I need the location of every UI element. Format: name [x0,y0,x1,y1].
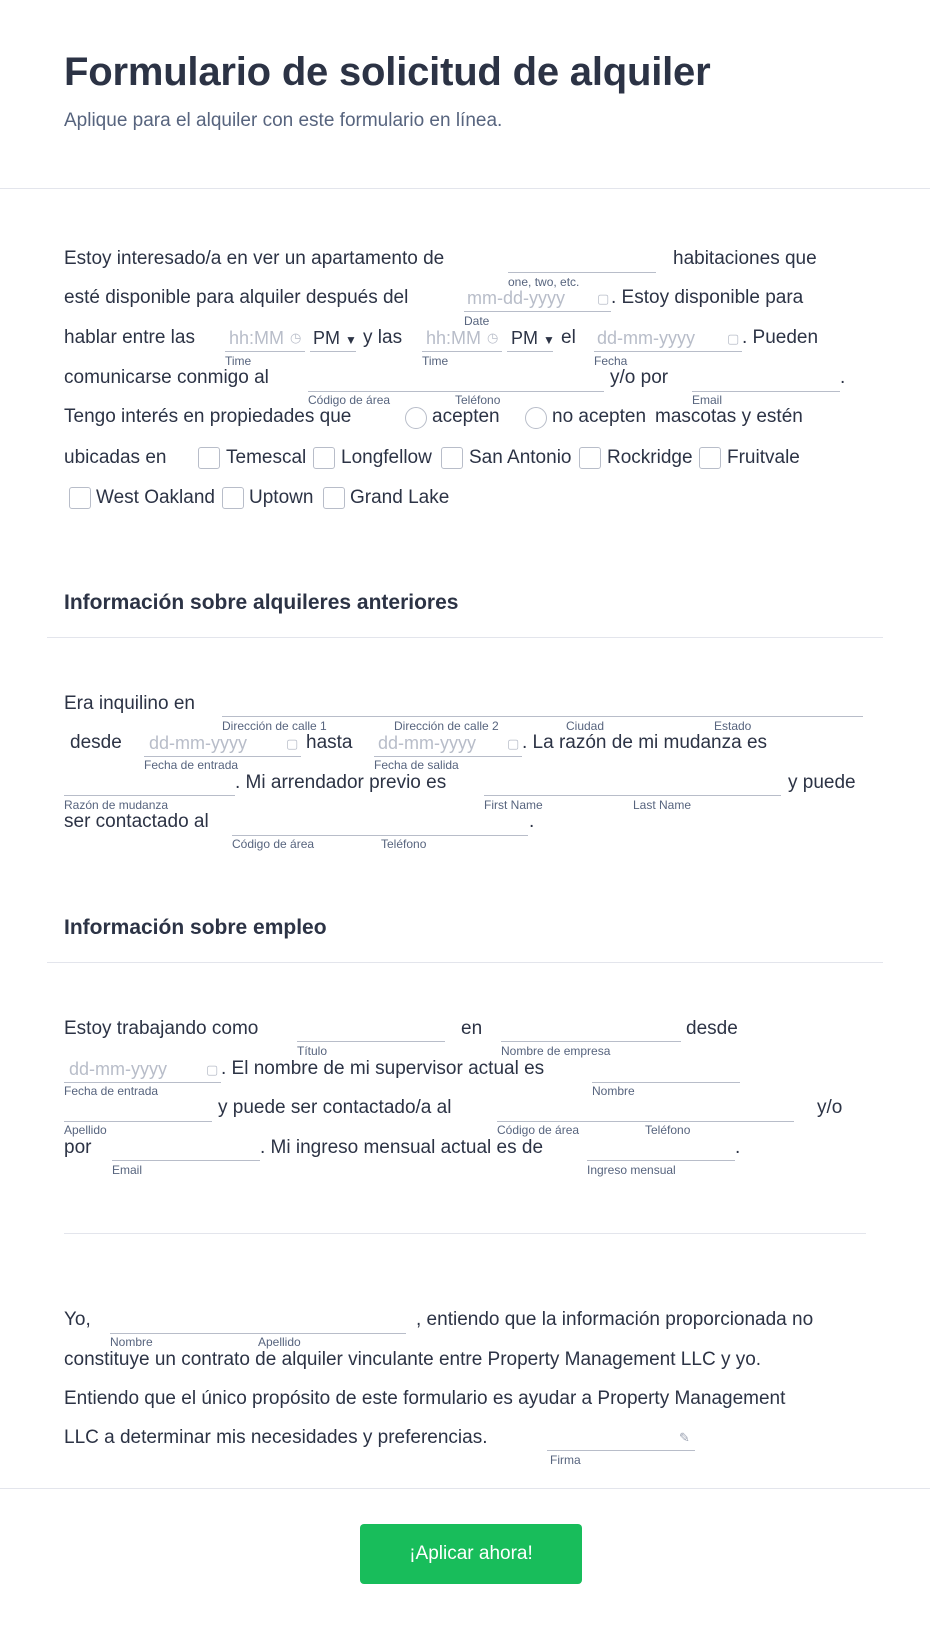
email-sublabel: Email [692,393,723,407]
address-1-sublabel: Dirección de calle 1 [222,719,327,733]
supervisor-last-sublabel: Apellido [64,1123,107,1137]
date-sublabel: Date [464,314,490,328]
email-sublabel: Email [112,1163,143,1177]
section-divider [64,1233,866,1234]
phone-sublabel: Teléfono [645,1123,691,1137]
time-2-underline [422,351,502,352]
supervisor-last-input[interactable] [64,1121,212,1122]
checkbox-longfellow[interactable] [313,447,335,469]
area-code-sublabel: Código de área [497,1123,580,1137]
s3-text-5: y puede ser contactado/a al [218,1097,452,1118]
income-sublabel: Ingreso mensual [587,1163,676,1177]
state-sublabel: Estado [714,719,752,733]
calendar-icon[interactable]: ▢ [206,1062,219,1077]
supervisor-name-sublabel: Nombre [592,1084,635,1098]
signature-sublabel: Firma [550,1453,581,1467]
radio-acepten-label[interactable]: acepten [432,406,500,427]
time-1-underline [225,351,305,352]
ampm-select-1[interactable] [313,327,357,351]
supervisor-email-input[interactable] [112,1160,260,1161]
checkbox-rockridge[interactable] [579,447,601,469]
ampm-1-underline [310,351,356,352]
time-2-sublabel: Time [422,354,449,368]
address-input[interactable] [222,716,863,717]
s1-text-8: . Pueden [742,327,819,348]
checkbox-label-temescal[interactable]: Temescal [226,447,307,468]
s1-text-14: ubicadas en [64,447,167,468]
clock-icon: ◷ [290,330,302,345]
s4-text-4: Entiendo que el único propósito de este formulario es ayudar a Property Management [64,1388,786,1409]
s2-text-4: . La razón de mi mudanza es [522,732,768,753]
calendar-icon[interactable]: ▢ [727,331,740,346]
checkbox-label-west-oakland[interactable]: West Oakland [96,487,215,508]
last-name-sublabel: Apellido [258,1335,301,1349]
checkbox-uptown[interactable] [222,487,244,509]
s2-text-3: hasta [306,732,353,753]
s3-text-8: . Mi ingreso mensual actual es de [260,1137,544,1158]
address-2-sublabel: Dirección de calle 2 [394,719,499,733]
ampm-2-underline [507,351,553,352]
s3-text-6: y/o [817,1097,843,1118]
s4-text-5: LLC a determinar mis necesidades y preferencias. [64,1427,488,1448]
header-divider [0,188,930,189]
job-title-input[interactable] [297,1041,445,1042]
calendar-icon[interactable]: ▢ [597,291,610,306]
s3-text-3: desde [686,1018,738,1039]
supervisor-name-input[interactable] [592,1082,740,1083]
s1-text-7: el [561,327,576,348]
fecha-sublabel: Fecha [594,354,628,368]
landlord-phone-input[interactable] [232,835,528,836]
checkbox-label-uptown[interactable]: Uptown [249,487,314,508]
s4-text-3: constituye un contrato de alquiler vinculante entre Property Management LLC y yo. [64,1349,762,1370]
checkbox-label-san-antonio[interactable]: San Antonio [469,447,572,468]
s3-text-1: Estoy trabajando como [64,1018,259,1039]
fecha-underline [594,351,742,352]
s1-text-3: esté disponible para alquiler después del [64,287,409,308]
move-in-sublabel: Fecha de entrada [144,758,239,772]
s1-text-4: . Estoy disponible para [611,287,804,308]
section-divider [47,637,883,638]
checkbox-san-antonio[interactable] [441,447,463,469]
form-title: Formulario de solicitud de alquiler [64,50,711,94]
company-sublabel: Nombre de empresa [501,1044,611,1058]
ampm-2-value: PM [511,328,538,348]
signer-name-input[interactable] [110,1333,406,1334]
s1-text-10: y/o por [610,367,669,388]
email-input[interactable] [692,391,840,392]
s1-text-11: . [840,367,846,388]
s2-text-6: y puede [788,772,856,793]
s1-text-1: Estoy interesado/a en ver un apartamento de [64,248,445,269]
checkbox-label-fruitvale[interactable]: Fruitvale [727,447,800,468]
checkbox-label-longfellow[interactable]: Longfellow [341,447,432,468]
s3-text-2: en [461,1018,483,1039]
s2-text-7: ser contactado al [64,811,209,832]
area-code-sublabel: Código de área [308,393,391,407]
fecha-input[interactable]: dd-mm-yyyy [597,328,695,348]
checkbox-west-oakland[interactable] [69,487,91,509]
signature-input[interactable] [547,1450,695,1451]
move-in-date-input[interactable]: dd-mm-yyyy [149,733,247,753]
s1-text-13: mascotas y estén [655,406,803,427]
chevron-down-icon: ▼ [543,333,555,347]
calendar-icon[interactable]: ▢ [507,736,520,751]
income-input[interactable] [587,1160,735,1161]
last-name-sublabel: Last Name [633,798,692,812]
area-code-sublabel: Código de área [232,837,315,851]
section-divider [47,962,883,963]
clock-icon: ◷ [487,330,499,345]
checkbox-label-rockridge[interactable]: Rockridge [607,447,693,468]
s3-text-4: . El nombre de mi supervisor actual es [221,1058,545,1079]
city-sublabel: Ciudad [566,719,605,733]
radio-acepten[interactable] [405,407,427,429]
available-date-input[interactable]: mm-dd-yyyy [467,288,565,308]
chevron-down-icon: ▼ [345,333,357,347]
footer-divider [0,1488,930,1489]
s3-text-9: . [735,1137,741,1158]
employment-date-sublabel: Fecha de entrada [64,1084,159,1098]
s2-text-5: . Mi arrendador previo es [235,772,447,793]
radio-no-acepten-label[interactable]: no acepten [552,406,647,427]
s3-text-7: por [64,1137,92,1158]
landlord-name-input[interactable] [484,795,781,796]
reason-input[interactable] [64,795,235,796]
reason-sublabel: Razón de mudanza [64,798,169,812]
calendar-icon[interactable]: ▢ [286,736,299,751]
ampm-select-2[interactable] [511,327,555,351]
section-heading-employment: Información sobre empleo [64,916,327,939]
s1-text-2: habitaciones que [673,248,817,269]
form-subtitle: Aplique para el alquiler con este formulario en línea. [64,110,503,131]
s2-text-2: desde [70,732,122,753]
checkbox-temescal[interactable] [198,447,220,469]
checkbox-grand-lake[interactable] [323,487,345,509]
move-out-date-input[interactable]: dd-mm-yyyy [378,733,476,753]
s1-text-6: y las [363,327,403,348]
move-out-sublabel: Fecha de salida [374,758,459,772]
radio-no-acepten[interactable] [525,407,547,429]
pen-icon[interactable]: ✎ [679,1430,690,1445]
s4-text-2: , entiendo que la información proporcionada no [416,1309,814,1330]
move-out-underline [374,756,522,757]
s2-text-8: . [529,811,535,832]
first-name-sublabel: Nombre [110,1335,153,1349]
section-heading-rental-history: Información sobre alquileres anteriores [64,591,459,614]
checkbox-fruitvale[interactable] [699,447,721,469]
job-title-sublabel: Título [297,1044,328,1058]
phone-sublabel: Teléfono [381,837,427,851]
supervisor-phone-input[interactable] [497,1121,794,1122]
s2-text-1: Era inquilino en [64,693,195,714]
time-input-1[interactable]: hh:MM [229,328,285,348]
time-1-sublabel: Time [225,354,252,368]
employment-date-input[interactable]: dd-mm-yyyy [69,1059,167,1079]
company-input[interactable] [501,1041,681,1042]
ampm-1-value: PM [313,328,340,348]
s1-text-5: hablar entre las [64,327,195,348]
checkbox-label-grand-lake[interactable]: Grand Lake [350,487,450,508]
s4-text-1: Yo, [64,1309,91,1330]
rooms-input[interactable] [508,272,656,273]
submit-button[interactable]: ¡Aplicar ahora! [360,1524,582,1584]
first-name-sublabel: First Name [484,798,543,812]
time-input-2[interactable]: hh:MM [426,328,482,348]
employment-date-underline [64,1082,221,1083]
available-date-underline [464,311,611,312]
phone-sublabel: Teléfono [455,393,501,407]
move-in-underline [144,756,301,757]
s1-text-12: Tengo interés en propiedades que [64,406,352,427]
s1-text-9: comunicarse conmigo al [64,367,269,388]
rooms-sublabel: one, two, etc. [508,275,580,289]
phone-input[interactable] [308,391,604,392]
